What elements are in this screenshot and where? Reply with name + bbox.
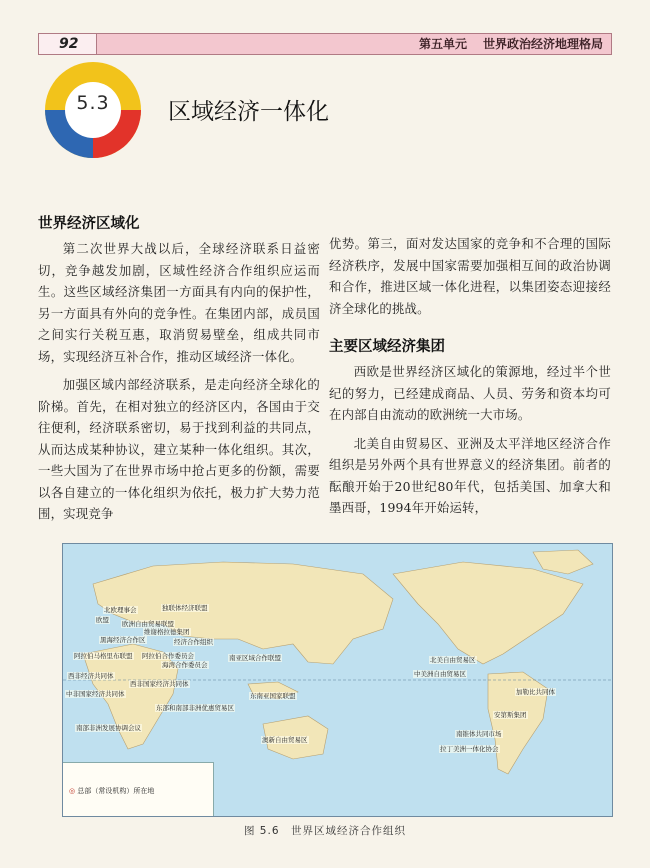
map-label: 阿拉伯马格里布联盟 [74, 652, 133, 660]
paragraph: 北美自由贸易区、亚洲及太平洋地区经济合作组织是另外两个具有世界意义的经济集团。前者的酝酿开始于20世纪80年代，包括美国、加拿大和墨西哥，1994年开始运转， [329, 435, 611, 515]
map-label: 加勒比共同体 [516, 688, 555, 696]
map-label: 拉丁美洲一体化协会 [440, 745, 499, 753]
right-column [329, 233, 611, 526]
map-label: 东部和南部非洲优惠贸易区 [156, 704, 234, 712]
section-heading: 世界经济区域化 [38, 216, 140, 232]
map-legend [63, 762, 214, 817]
map-label: 经济合作组织 [174, 638, 213, 646]
page-number: 92 [39, 34, 97, 54]
map-label: 欧洲自由贸易联盟 [122, 620, 174, 628]
section-heading: 主要区域经济集团 [329, 339, 445, 355]
map-label: 南亚区域合作联盟 [229, 654, 281, 662]
running-title [419, 34, 603, 54]
paragraph: 第二次世界大战以后，全球经济联系日益密切，竞争越发加剧，区域性经济合作组织应运而生。这些区域经济集团一方面具有内向的保护性，另一方面具有外向的竞争性。在集团内部，成员国之间实行关税互惠，取消贸易壁垒，组成共同市场，实现经济互补合作，推动区域经济一体化。 [38, 241, 320, 364]
map-label: 南部非洲发展协调会议 [76, 724, 141, 732]
map-label: 海湾合作委员会 [162, 661, 208, 669]
page-title: 区域经济一体化 [168, 99, 329, 125]
map-label: 中非国家经济共同体 [66, 690, 125, 698]
map-label: 独联体经济联盟 [162, 604, 208, 612]
map-label: 中美洲自由贸易区 [414, 670, 466, 678]
map-label: 北美自由贸易区 [430, 656, 476, 664]
legend-item [69, 786, 154, 796]
legend-label: 总部（常设机构）所在地 [77, 787, 155, 795]
map-label: 维谢格拉德集团 [144, 628, 190, 636]
map-label: 阿拉伯合作委员会 [142, 652, 194, 660]
map-label: 黑海经济合作区 [100, 636, 146, 644]
map-label: 北欧理事会 [104, 606, 137, 614]
unit-label: 第五单元 [418, 37, 467, 51]
paragraph: 西欧是世界经济区域化的策源地，经过半个世纪的努力，已经建成商品、人员、劳务和资本均可在内部自由流动的欧洲统一大市场。 [329, 364, 611, 422]
map-label: 安第斯集团 [494, 711, 527, 719]
hq-marker-icon: ◎ [69, 787, 76, 795]
map-label: 南锥体共同市场 [456, 730, 502, 738]
paragraph: 优势。第三，面对发达国家的竞争和不合理的国际经济秩序，发展中国家需要加强相互间的政治协调和合作，推进区域一体化进程，以集团姿态迎接经济全球化的挑战。 [329, 236, 611, 316]
paragraph: 加强区域内部经济联系，是走向经济全球化的阶梯。首先，在相对独立的经济区内，各国由于交往便利，经济联系密切，易于找到利益的共同点，从而达成某种协议，建立某种一体化组织。其次，一些大国为了在世界市场中抢占更多的份额，需要以各自建立的一体化组织为依托，极力扩大势力范围，实现竞争 [38, 377, 320, 521]
figure-caption: 图 5.6 世界区域经济合作组织 [243, 825, 407, 837]
unit-title: 世界政治经济地理格局 [482, 37, 603, 51]
section-number: 5.3 [76, 92, 110, 114]
map-label: 东南亚国家联盟 [250, 692, 296, 700]
running-header [38, 33, 612, 55]
map-label: 欧盟 [96, 616, 109, 624]
left-column [38, 212, 320, 532]
map-label: 西非经济共同体 [68, 672, 114, 680]
world-map [62, 543, 613, 817]
map-label: 澳新自由贸易区 [262, 736, 308, 744]
map-label: 西非国家经济共同体 [130, 680, 189, 688]
